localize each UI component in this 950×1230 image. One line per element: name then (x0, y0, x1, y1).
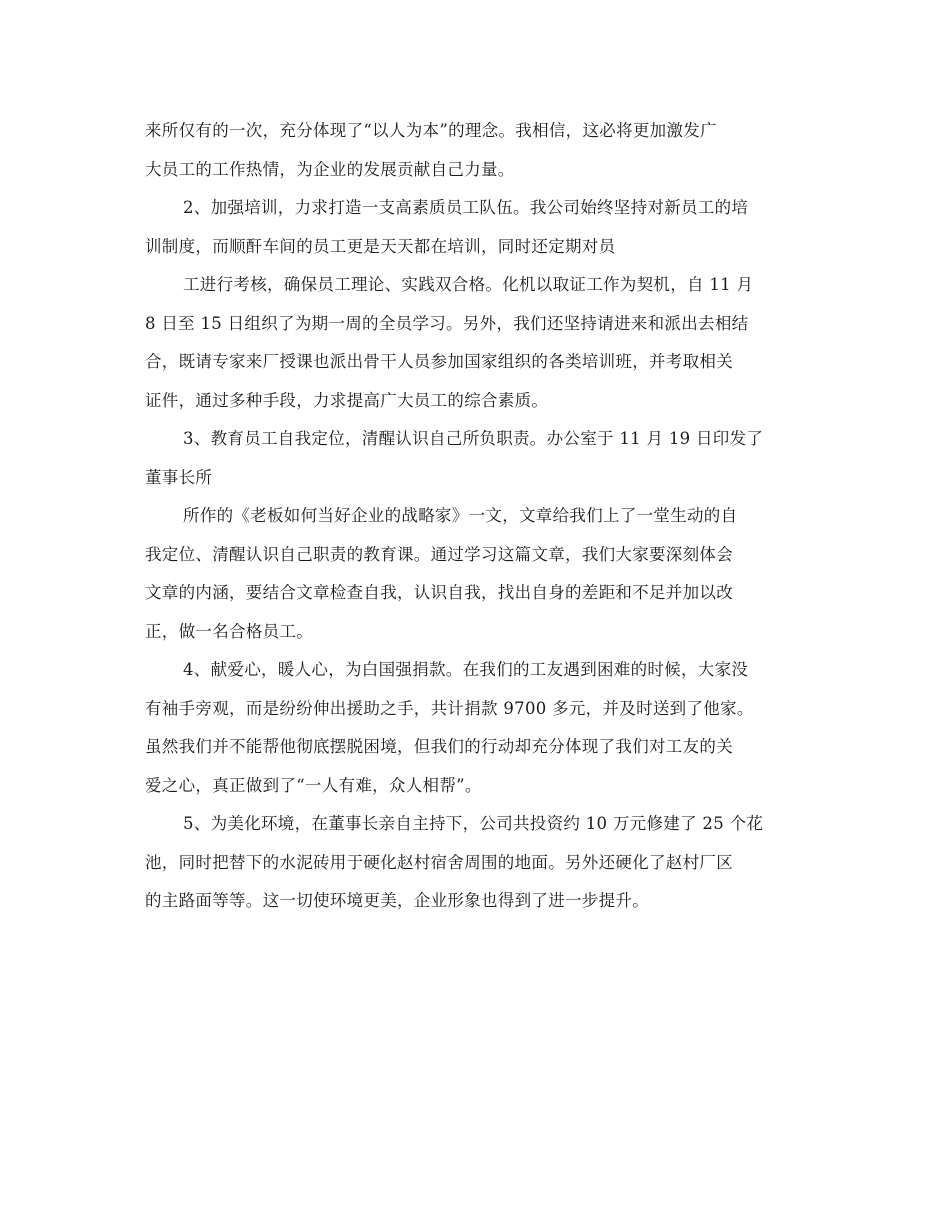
text-line: 大员工的工作热情，为企业的发展贡献自己力量。 (145, 159, 515, 179)
text-line: 来所仅有的一次，充分体现了“以人为本”的理念。我相信，这必将更加激发广 (145, 121, 717, 140)
text-line: 有袖手旁观，而是纷纷伸出援助之手，共计捐款 9700 多元，并及时送到了他家。 (145, 698, 754, 718)
text-line: 爱之心，真正做到了“一人有难，众人相帮”。 (145, 775, 482, 795)
text-line: 训制度，而顺酐车间的员工更是天天都在培训，同时还定期对员 (145, 236, 616, 256)
text-line: 池，同时把替下的水泥砖用于硬化赵村宿舍周围的地面。另外还硬化了赵村厂区 (145, 852, 733, 872)
text-line: 正，做一名合格员工。 (145, 621, 313, 641)
paragraph-3-start: 3、教育员工自我定位，清醒认识自己所负职责。办公室于 11 月 19 日印发了 (183, 429, 764, 448)
text-line: 证件，通过多种手段，力求提高广大员工的综合素质。 (145, 390, 549, 410)
text-line: 合，既请专家来厂授课也派出骨干人员参加国家组织的各类培训班，并考取相关 (145, 352, 733, 371)
paragraph-2-start: 2、加强培训，力求打造一支高素质员工队伍。我公司始终坚持对新员工的培 (183, 198, 749, 217)
text-line: 的主路面等等。这一切使环境更美，企业形象也得到了进一步提升。 (145, 891, 649, 910)
paragraph-4-start: 4、献爱心，暖人心，为白国强捐款。在我们的工友遇到困难的时候，大家没 (183, 660, 749, 679)
text-line: 虽然我们并不能帮他彻底摆脱困境，但我们的行动却充分体现了我们对工友的关 (145, 737, 733, 756)
text-line: 所作的《老板如何当好企业的战略家》一文，文章给我们上了一堂生动的自 (183, 506, 738, 525)
text-line: 8 日至 15 日组织了为期一周的全员学习。另外，我们还坚持请进来和派出去相结 (145, 313, 749, 333)
text-line: 我定位、清醒认识自己职责的教育课。通过学习这篇文章，我们大家要深刻体会 (145, 544, 733, 564)
text-line: 工进行考核，确保员工理论、实践双合格。化机以取证工作为契机，自 11 月 (183, 275, 754, 294)
text-line: 文章的内涵，要结合文章检查自我，认识自我，找出自身的差距和不足并加以改 (145, 583, 733, 602)
text-line: 董事长所 (145, 467, 213, 487)
document-body (145, 112, 810, 921)
paragraph-5-start: 5、为美化环境，在董事长亲自主持下，公司共投资约 10 万元修建了 25 个花 (183, 814, 764, 833)
